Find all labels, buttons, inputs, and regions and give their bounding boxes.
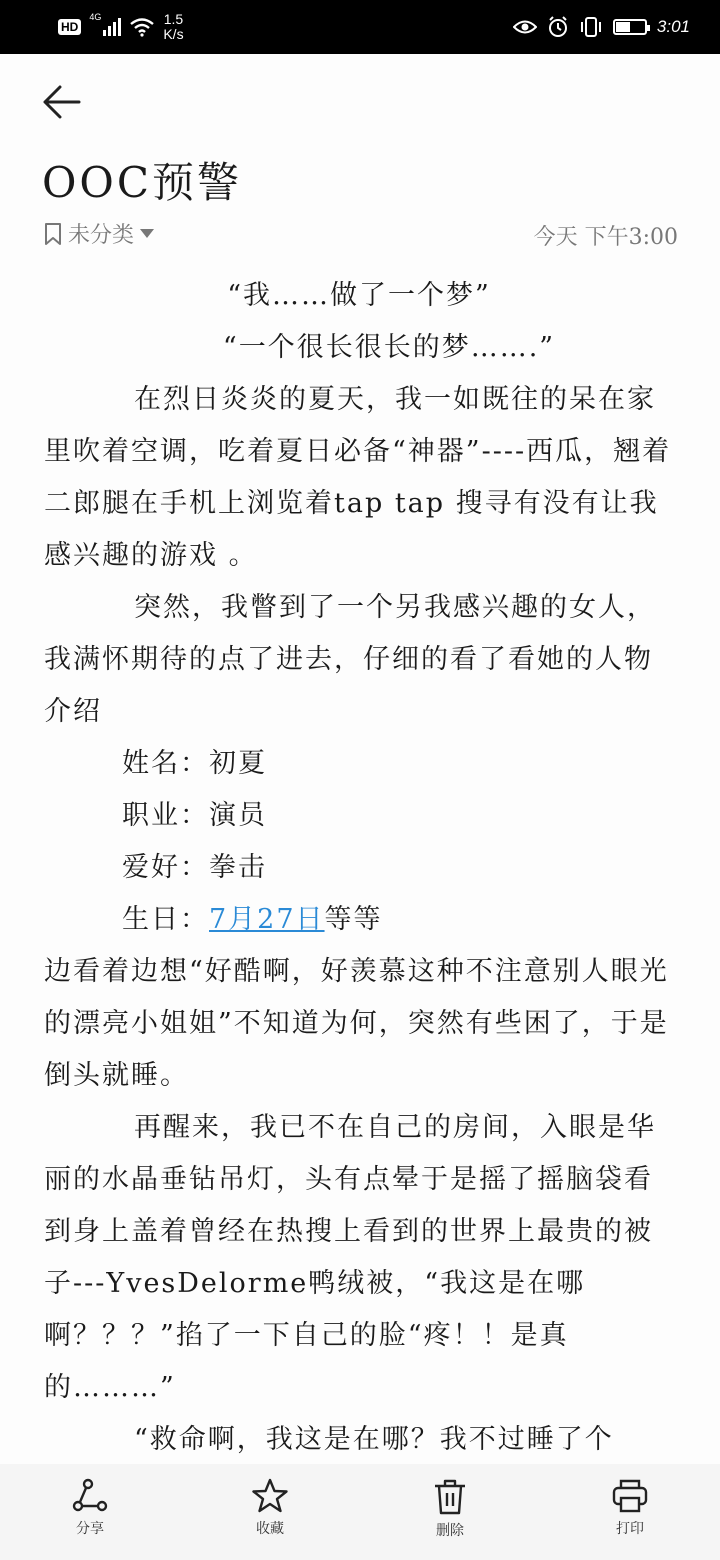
battery-level — [616, 22, 630, 32]
speed-unit: K/s — [163, 26, 184, 42]
print-button[interactable] — [560, 1464, 700, 1538]
eye-comfort-icon — [513, 18, 537, 36]
paragraph: 再醒来，我已不在自己的房间，入眼是华丽的水晶垂钻吊灯，头有点晕于是摇了摇脑袋看到身上盖着曾经在热搜上看到的世界上最贵的被子---YvesDelorme鸭绒被，“我这是在哪啊？？？”掐了一下自己的脸“疼！！是真的………” — [44, 1112, 656, 1403]
profile-hobby: 爱好：拳击 — [122, 852, 267, 883]
paragraph: 突然，我瞥到了一个另我感兴趣的女人，我满怀期待的点了进去，仔细的看了看她的人物介绍 — [44, 592, 656, 727]
vibrate-icon — [579, 16, 603, 38]
paragraph: “一个很长很长的梦…….” — [222, 332, 556, 363]
favorite-label: 收藏 — [256, 1520, 284, 1536]
delete-label: 删除 — [436, 1522, 464, 1538]
profile-name: 姓名：初夏 — [122, 748, 267, 779]
paragraph: 在烈日炎炎的夏天，我一如既往的呆在家里吹着空调，吃着夏日必备“神器”----西瓜，翘着二郎腿在手机上浏览着tap tap 搜寻有没有让我感兴趣的游戏 。 — [44, 384, 672, 571]
share-label: 分享 — [76, 1520, 104, 1536]
signal-icon — [89, 12, 121, 36]
print-label: 打印 — [616, 1520, 644, 1536]
delete-button[interactable] — [380, 1464, 520, 1540]
profile-job: 职业：演员 — [122, 800, 267, 831]
dropdown-triangle-icon — [140, 229, 154, 239]
status-time: 3:01 — [656, 17, 690, 36]
favorite-button[interactable] — [200, 1464, 340, 1538]
alarm-icon — [547, 16, 569, 38]
birthday-prefix: 生日： — [122, 904, 209, 935]
paragraph: 边看着边想“好酷啊，好羡慕这种不注意别人眼光的漂亮小姐姐”不知道为何，突然有些困了，于是倒头就睡。 — [44, 956, 669, 1091]
birthday-suffix: 等等 — [324, 904, 383, 935]
printer-icon — [611, 1478, 649, 1514]
share-button[interactable] — [20, 1464, 160, 1538]
battery-icon — [613, 19, 647, 35]
back-arrow-icon — [43, 85, 81, 119]
profile-birthday — [44, 894, 674, 946]
wifi-icon — [129, 17, 155, 37]
paragraph: “救命啊，我这是在哪？我不过睡了个 — [134, 1424, 614, 1455]
speed-value: 1.5 — [163, 11, 184, 27]
back-button[interactable] — [40, 80, 84, 124]
bottom-toolbar — [0, 1464, 720, 1560]
network-speed — [163, 12, 183, 42]
network-type: 4G — [89, 12, 102, 22]
share-icon — [72, 1478, 108, 1514]
trash-icon — [432, 1478, 468, 1516]
birthday-date-link[interactable]: 7月27日 — [209, 904, 325, 935]
star-icon — [251, 1478, 289, 1514]
status-bar — [0, 0, 720, 54]
note-timestamp: 今天 下午3:00 — [533, 225, 678, 250]
note-content[interactable] — [44, 270, 674, 1466]
category-selector[interactable] — [44, 218, 154, 249]
hd-badge: HD — [58, 19, 81, 35]
note-title[interactable]: OOC预警 — [42, 158, 243, 207]
category-label: 未分类 — [68, 223, 135, 248]
bookmark-icon — [44, 222, 62, 246]
paragraph: “我……做了一个梦” — [227, 280, 491, 311]
